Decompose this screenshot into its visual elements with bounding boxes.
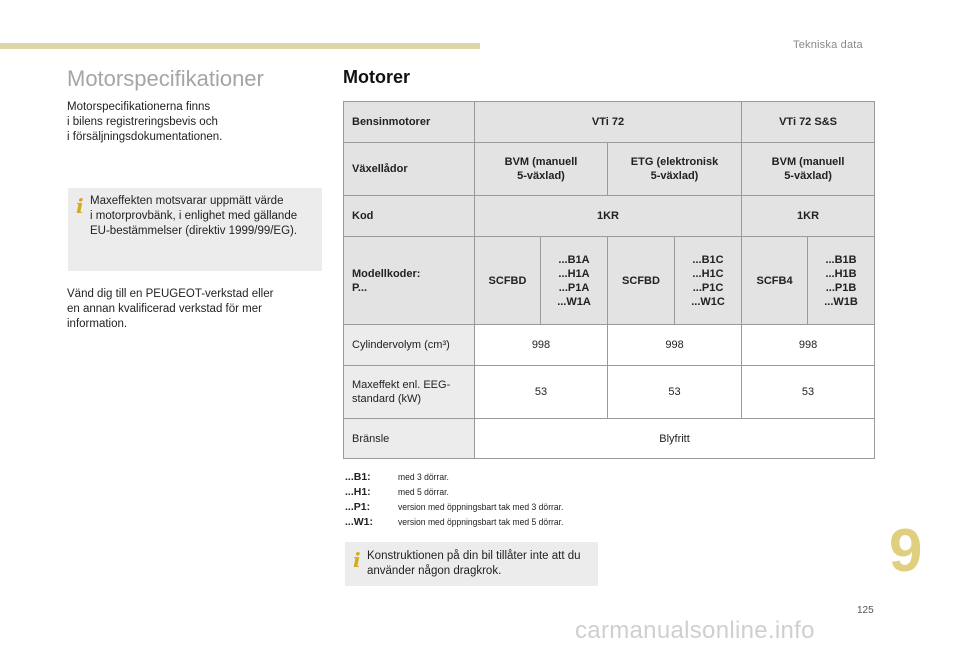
info-icon: i	[353, 548, 361, 572]
table-row-gearbox	[344, 143, 875, 196]
page-number: 125	[857, 605, 874, 616]
model-code-notes	[345, 470, 582, 530]
section-title: Motorspecifikationer	[67, 66, 264, 91]
engine-vti72: VTi 72	[475, 102, 742, 143]
max-power-3: 53	[742, 366, 875, 419]
row-label-engines: Bensinmotorer	[344, 102, 475, 143]
watermark: carmanualsonline.info	[575, 617, 815, 644]
row-label-max-power: Maxeffekt enl. EEG- standard (kW)	[344, 366, 475, 419]
chapter-title: Tekniska data	[793, 39, 863, 51]
note-code: ...B1:	[345, 471, 371, 483]
row-label-model-codes: Modellkoder: P...	[344, 237, 475, 325]
note-row	[345, 485, 582, 500]
note-code: ...P1:	[345, 501, 371, 513]
table-row-max-power	[344, 366, 875, 419]
gearbox-col2: ETG (elektronisk 5-växlad)	[608, 143, 742, 196]
note-code: ...H1:	[345, 486, 371, 498]
model-variants-1: ...B1A ...H1A ...P1A ...W1A	[541, 237, 608, 325]
note-code: ...W1:	[345, 516, 373, 528]
chapter-number: 9	[889, 517, 923, 584]
top-accent-bar	[0, 43, 480, 49]
table-row-code	[344, 196, 875, 237]
note-row	[345, 500, 582, 515]
max-power-2: 53	[608, 366, 742, 419]
model-code-3: SCFB4	[742, 237, 808, 325]
info-box-towbar	[345, 542, 598, 586]
note-text: version med öppningsbart tak med 3 dörrar.	[398, 502, 564, 513]
note-text: med 5 dörrar.	[398, 487, 449, 498]
model-variants-2: ...B1C ...H1C ...P1C ...W1C	[675, 237, 742, 325]
table-row-fuel	[344, 419, 875, 459]
engine-spec-table	[343, 101, 875, 459]
model-code-1: SCFBD	[475, 237, 541, 325]
table-row-model-codes	[344, 237, 875, 325]
row-label-gearbox: Växellådor	[344, 143, 475, 196]
max-power-1: 53	[475, 366, 608, 419]
gearbox-col3: BVM (manuell 5-växlad)	[742, 143, 875, 196]
displacement-1: 998	[475, 325, 608, 366]
note-text: version med öppningsbart tak med 5 dörrar.	[398, 517, 564, 528]
note-text: med 3 dörrar.	[398, 472, 449, 483]
fuel-value: Blyfritt	[475, 419, 875, 459]
note-row	[345, 515, 582, 530]
model-code-2: SCFBD	[608, 237, 675, 325]
row-label-displacement: Cylindervolym (cm³)	[344, 325, 475, 366]
engines-title: Motorer	[343, 67, 410, 87]
intro-paragraph: Motorspecifikationerna finns i bilens registreringsbevis och i försäljningsdokumentationen.	[67, 101, 223, 143]
row-label-fuel: Bränsle	[344, 419, 475, 459]
workshop-paragraph: Vänd dig till en PEUGEOT-verkstad eller en annan kvalificerad verkstad för mer information.	[67, 288, 274, 330]
info-box-max-power	[68, 188, 322, 271]
code-2: 1KR	[742, 196, 875, 237]
info-box-text: Konstruktionen på din bil tillåter inte att du använder någon dragkrok.	[367, 550, 581, 577]
displacement-2: 998	[608, 325, 742, 366]
gearbox-col1: BVM (manuell 5-växlad)	[475, 143, 608, 196]
displacement-3: 998	[742, 325, 875, 366]
code-1: 1KR	[475, 196, 742, 237]
info-box-text: Maxeffekten motsvarar uppmätt värde i motorprovbänk, i enlighet med gällande EU-bestämmelser (direktiv 1999/99/EG).	[90, 195, 298, 237]
row-label-code: Kod	[344, 196, 475, 237]
engine-vti72-ss: VTi 72 S&S	[742, 102, 875, 143]
table-row-displacement	[344, 325, 875, 366]
note-row	[345, 470, 582, 485]
table-row-engines	[344, 102, 875, 143]
info-icon: i	[76, 194, 84, 218]
model-variants-3: ...B1B ...H1B ...P1B ...W1B	[808, 237, 875, 325]
